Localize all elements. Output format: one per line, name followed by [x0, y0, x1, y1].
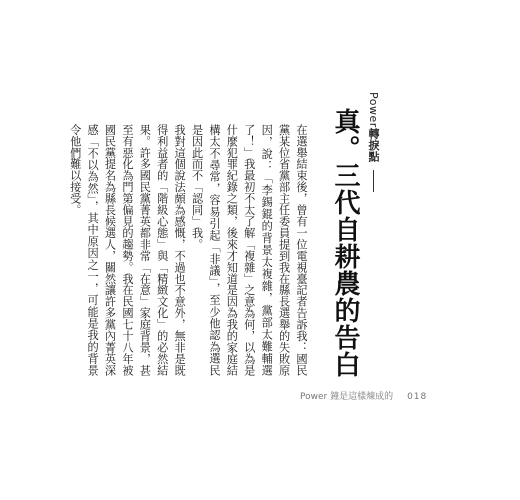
series-name-en: Power: [367, 92, 380, 128]
page-number: 018: [407, 392, 428, 402]
page-footer: [300, 389, 427, 402]
body-paragraph-2: 我對這個說法頗為感慨，不過也不意外，無非是既得利益者的「階級心態」與「精緻文化」的必然結果。許多國民黨菁英都非常「在意」家庭背景，甚至有惡化為門第偏見的趨勢。我在民國七十八年被國民黨提名為縣長候選人，關然讓許多黨內菁英深感「不以為然」，其中原因之一，可能是我的背景令他們難以接受。: [68, 124, 187, 376]
body-text: [68, 124, 310, 376]
chapter-title: 真。三代自耕農的告白: [330, 108, 360, 378]
footer-book-title: Power 鐘是這樣煉成的: [300, 392, 394, 402]
series-header: [366, 92, 380, 180]
series-divider: [373, 170, 374, 192]
body-paragraph-1: 在選舉結束後，曾有一位電視臺記者告訴我：國民黨某位省黨部主任委員提到我在縣長選舉的失敗原因，說：「李錫錕的背景太複雜，黨部太難輔選了！」我最初不太了解「複雜」之意為何，以為是什麼犯罪紀錄之類，後來才知道是因為我的家庭結構太不尋常，容易引起「非議」，至少他認為選民是因此而不「認同」我。: [190, 124, 308, 376]
series-name-cn: 轉捩點: [367, 127, 380, 163]
